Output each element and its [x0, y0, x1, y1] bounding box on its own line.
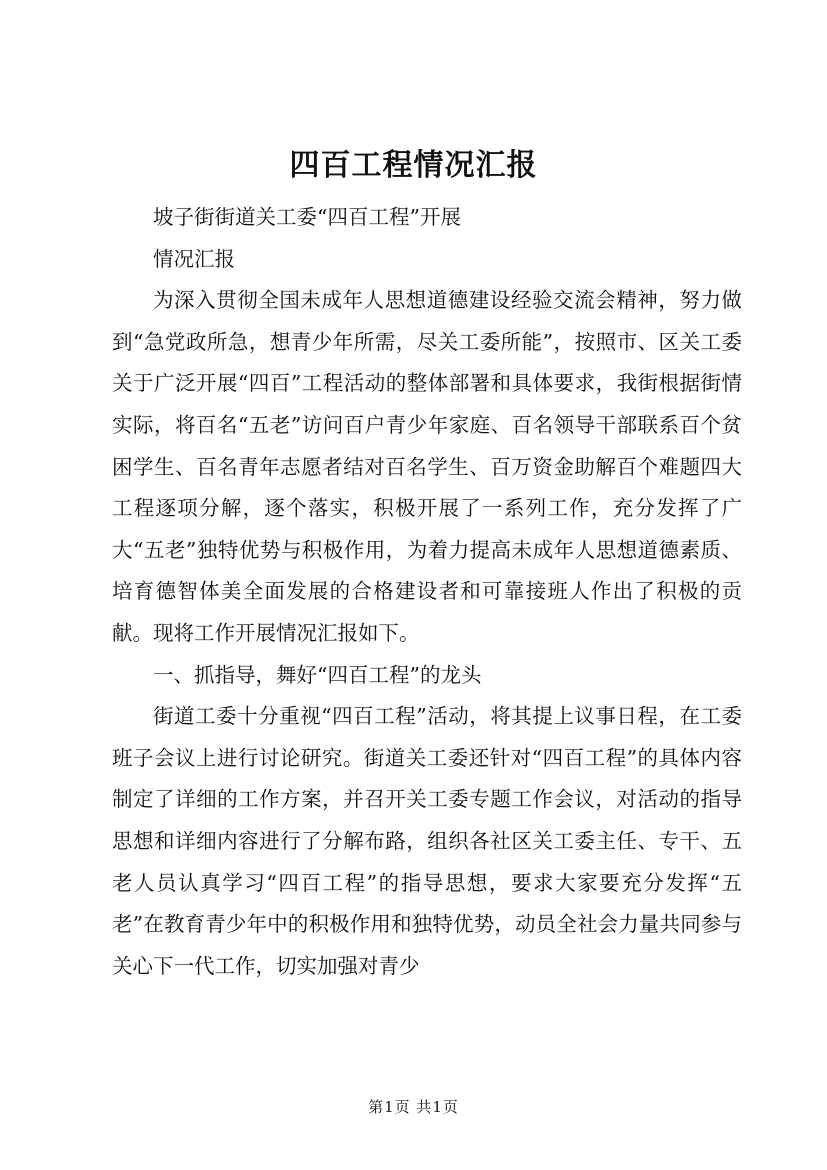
subtitle-line-2: 情况汇报	[153, 246, 235, 271]
paragraph-section-1: 街道工委十分重视“四百工程”活动，将其提上议事日程，在工委班子会议上进行讨论研究。街道关工委还针对“四百工程”的具体内容制定了详细的工作方案，并召开关工委专题工作会议，对活动的指导思想和详细内容进行了分解布路，组织各社区关工委主任、专干、五老人员认真学习“四百工程”的指导思想，要求大家要充分发挥“五老”在教育青少年中的积极作用和独特优势，动员全社会力量共同参与关心下一代工作，切实加强对青少	[112, 704, 742, 978]
page-footer: 第1页 共1页	[368, 1098, 459, 1116]
paragraph-intro: 为深入贯彻全国未成年人思想道德建设经验交流会精神，努力做到“急党政所急，想青少年所需，尽关工委所能”，按照市、区关工委关于广泛开展“四百”工程活动的整体部署和具体要求，我街根据街情实际，将百名“五老”访问百户青少年家庭、百名领导干部联系百个贫困学生、百名青年志愿者结对百名学生、百万资金助解百个难题四大工程逐项分解，逐个落实，积极开展了一系列工作，充分发挥了广大“五老”独特优势与积极作用，为着力提高未成年人思想道德素质、培育德智体美全面发展的合格建设者和可靠接班人作出了积极的贡献。现将工作开展情况汇报如下。	[112, 288, 742, 645]
document-body	[112, 197, 742, 987]
document-title: 四百工程情况汇报	[289, 148, 538, 183]
section-heading-1: 一、抓指导，舞好“四百工程”的龙头	[153, 662, 482, 687]
subtitle-line-1: 坡子街街道关工委“四百工程”开展	[153, 205, 461, 229]
